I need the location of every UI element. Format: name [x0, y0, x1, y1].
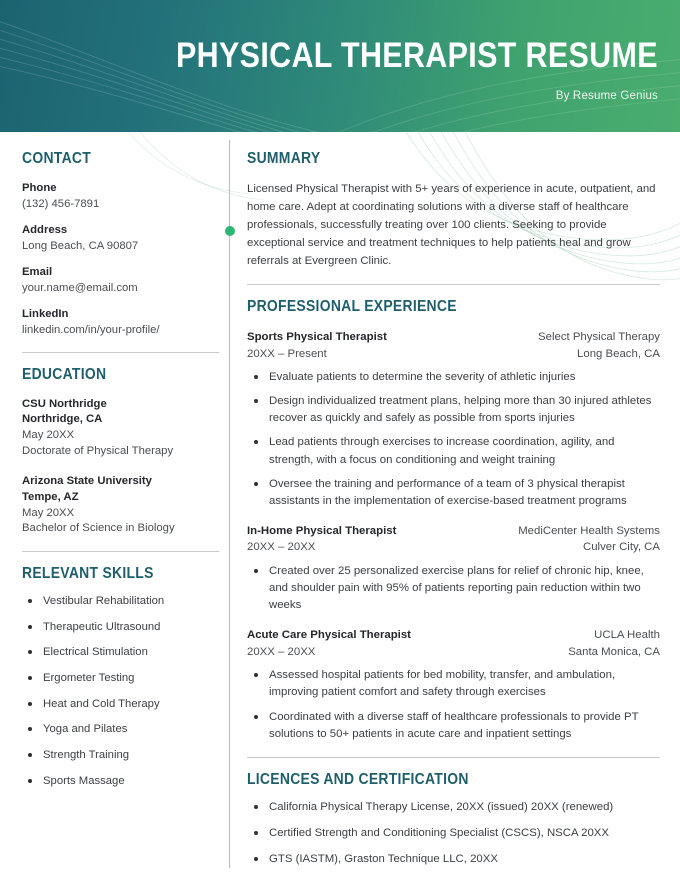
job-title: Sports Physical Therapist	[247, 331, 387, 344]
list-item: California Physical Therapy License, 20XX (issued) 20XX (renewed)	[247, 799, 660, 816]
education-place: Northridge, CA	[22, 413, 103, 426]
education-section	[22, 366, 215, 538]
accent-dot	[225, 226, 235, 236]
job-title: In-Home Physical Therapist	[247, 524, 397, 537]
education-heading: EDUCATION	[22, 365, 107, 383]
job-company: MediCenter Health Systems	[518, 524, 660, 537]
contact-item-address	[22, 223, 215, 254]
skills-heading: RELEVANT SKILLS	[22, 565, 154, 583]
experience-entry	[247, 329, 660, 510]
experience-entry	[247, 523, 660, 614]
licences-section	[247, 771, 660, 868]
list-item: Vestibular Rehabilitation	[22, 594, 215, 609]
column-divider	[229, 132, 230, 877]
job-location: Long Beach, CA	[577, 347, 660, 360]
sidebar-divider	[22, 551, 219, 552]
list-item: Ergometer Testing	[22, 671, 215, 686]
experience-meta-row	[247, 539, 660, 556]
education-place: Tempe, AZ	[22, 490, 79, 503]
list-item: GTS (IASTM), Graston Technique LLC, 20XX	[247, 851, 660, 868]
experience-entry	[247, 627, 660, 743]
education-school: CSU Northridge	[22, 397, 107, 410]
licences-heading: LICENCES AND CERTIFICATION	[247, 770, 469, 788]
contact-item-email	[22, 265, 215, 296]
skills-section	[22, 565, 215, 788]
experience-title-row	[247, 329, 660, 346]
contact-item-linkedin	[22, 307, 215, 338]
experience-heading: PROFESSIONAL EXPERIENCE	[247, 298, 457, 316]
resume-header	[0, 0, 680, 132]
list-item: Yoga and Pilates	[22, 722, 215, 737]
education-entry	[22, 397, 215, 460]
job-title: Acute Care Physical Therapist	[247, 629, 411, 642]
contact-section	[22, 150, 215, 339]
summary-heading: SUMMARY	[247, 150, 321, 167]
experience-title-row	[247, 627, 660, 644]
job-location: Santa Monica, CA	[568, 645, 660, 658]
job-dates: 20XX – Present	[247, 347, 327, 360]
list-item: Created over 25 personalized exercise plans for relief of chronic hip, knee, and shoulder pain with 95% of patients reporting pain reduction within two weeks	[247, 563, 660, 614]
experience-meta-row	[247, 346, 660, 363]
phone-value[interactable]: (132) 456-7891	[22, 197, 100, 210]
list-item: Assessed hospital patients for bed mobility, transfer, and ambulation, improving patient comfort and safety through exercises	[247, 667, 660, 701]
list-item: Design individualized treatment plans, helping more than 30 injured athletes recover as quickly and safely as possible from sports injuries	[247, 393, 660, 427]
job-dates: 20XX – 20XX	[247, 645, 316, 658]
sidebar-divider	[22, 352, 219, 353]
skills-list	[22, 594, 215, 788]
job-location: Culver City, CA	[582, 541, 660, 554]
contact-label: LinkedIn	[22, 308, 69, 321]
sidebar	[0, 132, 229, 877]
list-item: Therapeutic Ultrasound	[22, 620, 215, 635]
list-item: Evaluate patients to determine the severity of athletic injuries	[247, 369, 660, 386]
job-company: Select Physical Therapy	[538, 331, 660, 344]
education-date: May 20XX	[22, 429, 75, 442]
contact-label: Email	[22, 266, 53, 279]
list-item: Sports Massage	[22, 774, 215, 789]
job-bullets	[247, 667, 660, 742]
list-item: Oversee the training and performance of a team of 3 physical therapist assistants in the implementation of exercise-based treatment programs	[247, 476, 660, 510]
education-degree: Bachelor of Science in Biology	[22, 522, 175, 535]
main-divider	[247, 284, 660, 285]
job-dates: 20XX – 20XX	[247, 541, 316, 554]
contact-heading: CONTACT	[22, 150, 92, 167]
list-item: Lead patients through exercises to increase coordination, agility, and strength, with a focus on conditioning and weight training	[247, 434, 660, 468]
contact-label: Phone	[22, 182, 57, 194]
main-content	[230, 132, 680, 877]
job-company: UCLA Health	[594, 629, 660, 642]
list-item: Heat and Cold Therapy	[22, 697, 215, 712]
list-item: Coordinated with a diverse staff of healthcare professionals to provide PT solutions to 50+ patients in acute care and inpatient settings	[247, 709, 660, 743]
education-date: May 20XX	[22, 506, 75, 519]
experience-title-row	[247, 523, 660, 540]
licences-list	[247, 799, 660, 868]
summary-section	[247, 150, 660, 270]
main-divider	[247, 757, 660, 758]
contact-label: Address	[22, 224, 68, 237]
job-bullets	[247, 563, 660, 614]
resume-body	[0, 132, 680, 880]
list-item: Strength Training	[22, 748, 215, 763]
education-school: Arizona State University	[22, 474, 152, 487]
linkedin-value[interactable]: linkedin.com/in/your-profile/	[22, 324, 160, 337]
experience-meta-row	[247, 644, 660, 661]
summary-text: Licensed Physical Therapist with 5+ years of experience in acute, outpatient, and home care. Adept at coordinating solutions with a diverse staff of healthcare professionals, successfully treating over 100 clients. Seeking to provide exceptional service and treatment techniques to help patients heal and grow referrals at Evergreen Clinic.	[247, 183, 656, 268]
job-bullets	[247, 369, 660, 510]
education-degree: Doctorate of Physical Therapy	[22, 445, 174, 458]
byline: By Resume Genius	[555, 90, 658, 102]
page-title: PHYSICAL THERAPIST RESUME	[176, 36, 658, 75]
list-item: Certified Strength and Conditioning Specialist (CSCS), NSCA 20XX	[247, 825, 660, 842]
address-value: Long Beach, CA 90807	[22, 239, 139, 252]
list-item: Electrical Stimulation	[22, 645, 215, 660]
education-entry	[22, 474, 215, 537]
contact-item-phone	[22, 181, 215, 212]
email-value[interactable]: your.name@email.com	[22, 281, 138, 294]
divider-line	[229, 140, 230, 868]
experience-section	[247, 298, 660, 743]
